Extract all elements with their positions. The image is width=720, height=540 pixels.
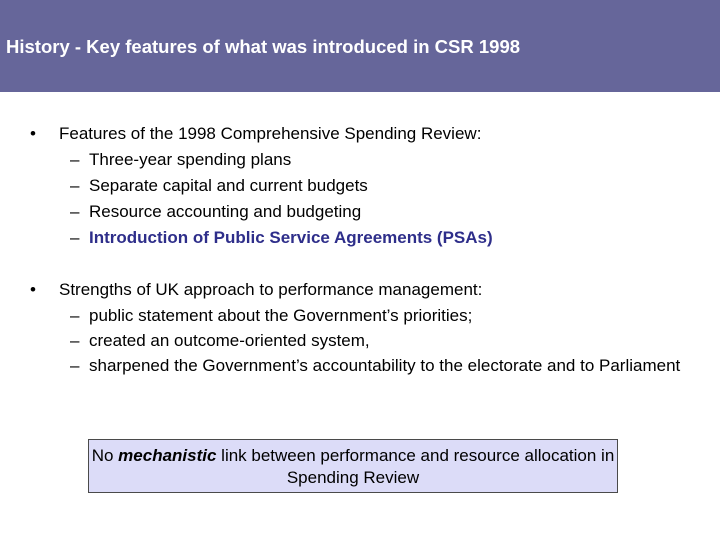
dash-icon: – [70,228,80,247]
features-section [30,121,493,251]
list-item-highlighted [30,225,493,251]
title-bar [0,0,720,92]
bullet-icon: • [30,280,36,299]
bullet-icon: • [30,124,36,143]
bullet-heading [30,277,689,303]
dash-icon: – [70,150,80,169]
list-item-text: Resource accounting and budgeting [89,202,362,221]
bullet-heading [30,121,493,147]
list-item [30,353,689,378]
list-item-text: Separate capital and current budgets [89,176,368,195]
features-list [30,147,493,251]
callout-emphasis: mechanistic [118,446,217,465]
list-item-text: Introduction of Public Service Agreements (PSAs) [89,228,493,247]
callout-prefix: No [91,446,119,465]
list-item-text: created an outcome-oriented system, [89,331,370,350]
list-item [30,147,493,173]
features-heading: Features of the 1998 Comprehensive Spending Review: [59,124,482,143]
list-item-text: Three-year spending plans [89,150,292,169]
strengths-section [30,277,689,378]
dash-icon: – [70,331,80,350]
page-title: History - Key features of what was introduced in CSR 1998 [6,36,521,57]
callout-box [88,439,618,493]
callout-suffix: link between performance and resource allocation in Spending Review [216,446,615,487]
list-item-text: sharpened the Government’s accountability to the electorate and to Parliament [89,356,681,375]
strengths-list [30,303,689,378]
strengths-heading: Strengths of UK approach to performance management: [59,280,483,299]
list-item-text: public statement about the Government’s priorities; [89,306,473,325]
dash-icon: – [70,356,80,375]
list-item [30,328,689,353]
dash-icon: – [70,176,80,195]
list-item [30,199,493,225]
dash-icon: – [70,306,80,325]
dash-icon: – [70,202,80,221]
list-item [30,303,689,328]
list-item [30,173,493,199]
